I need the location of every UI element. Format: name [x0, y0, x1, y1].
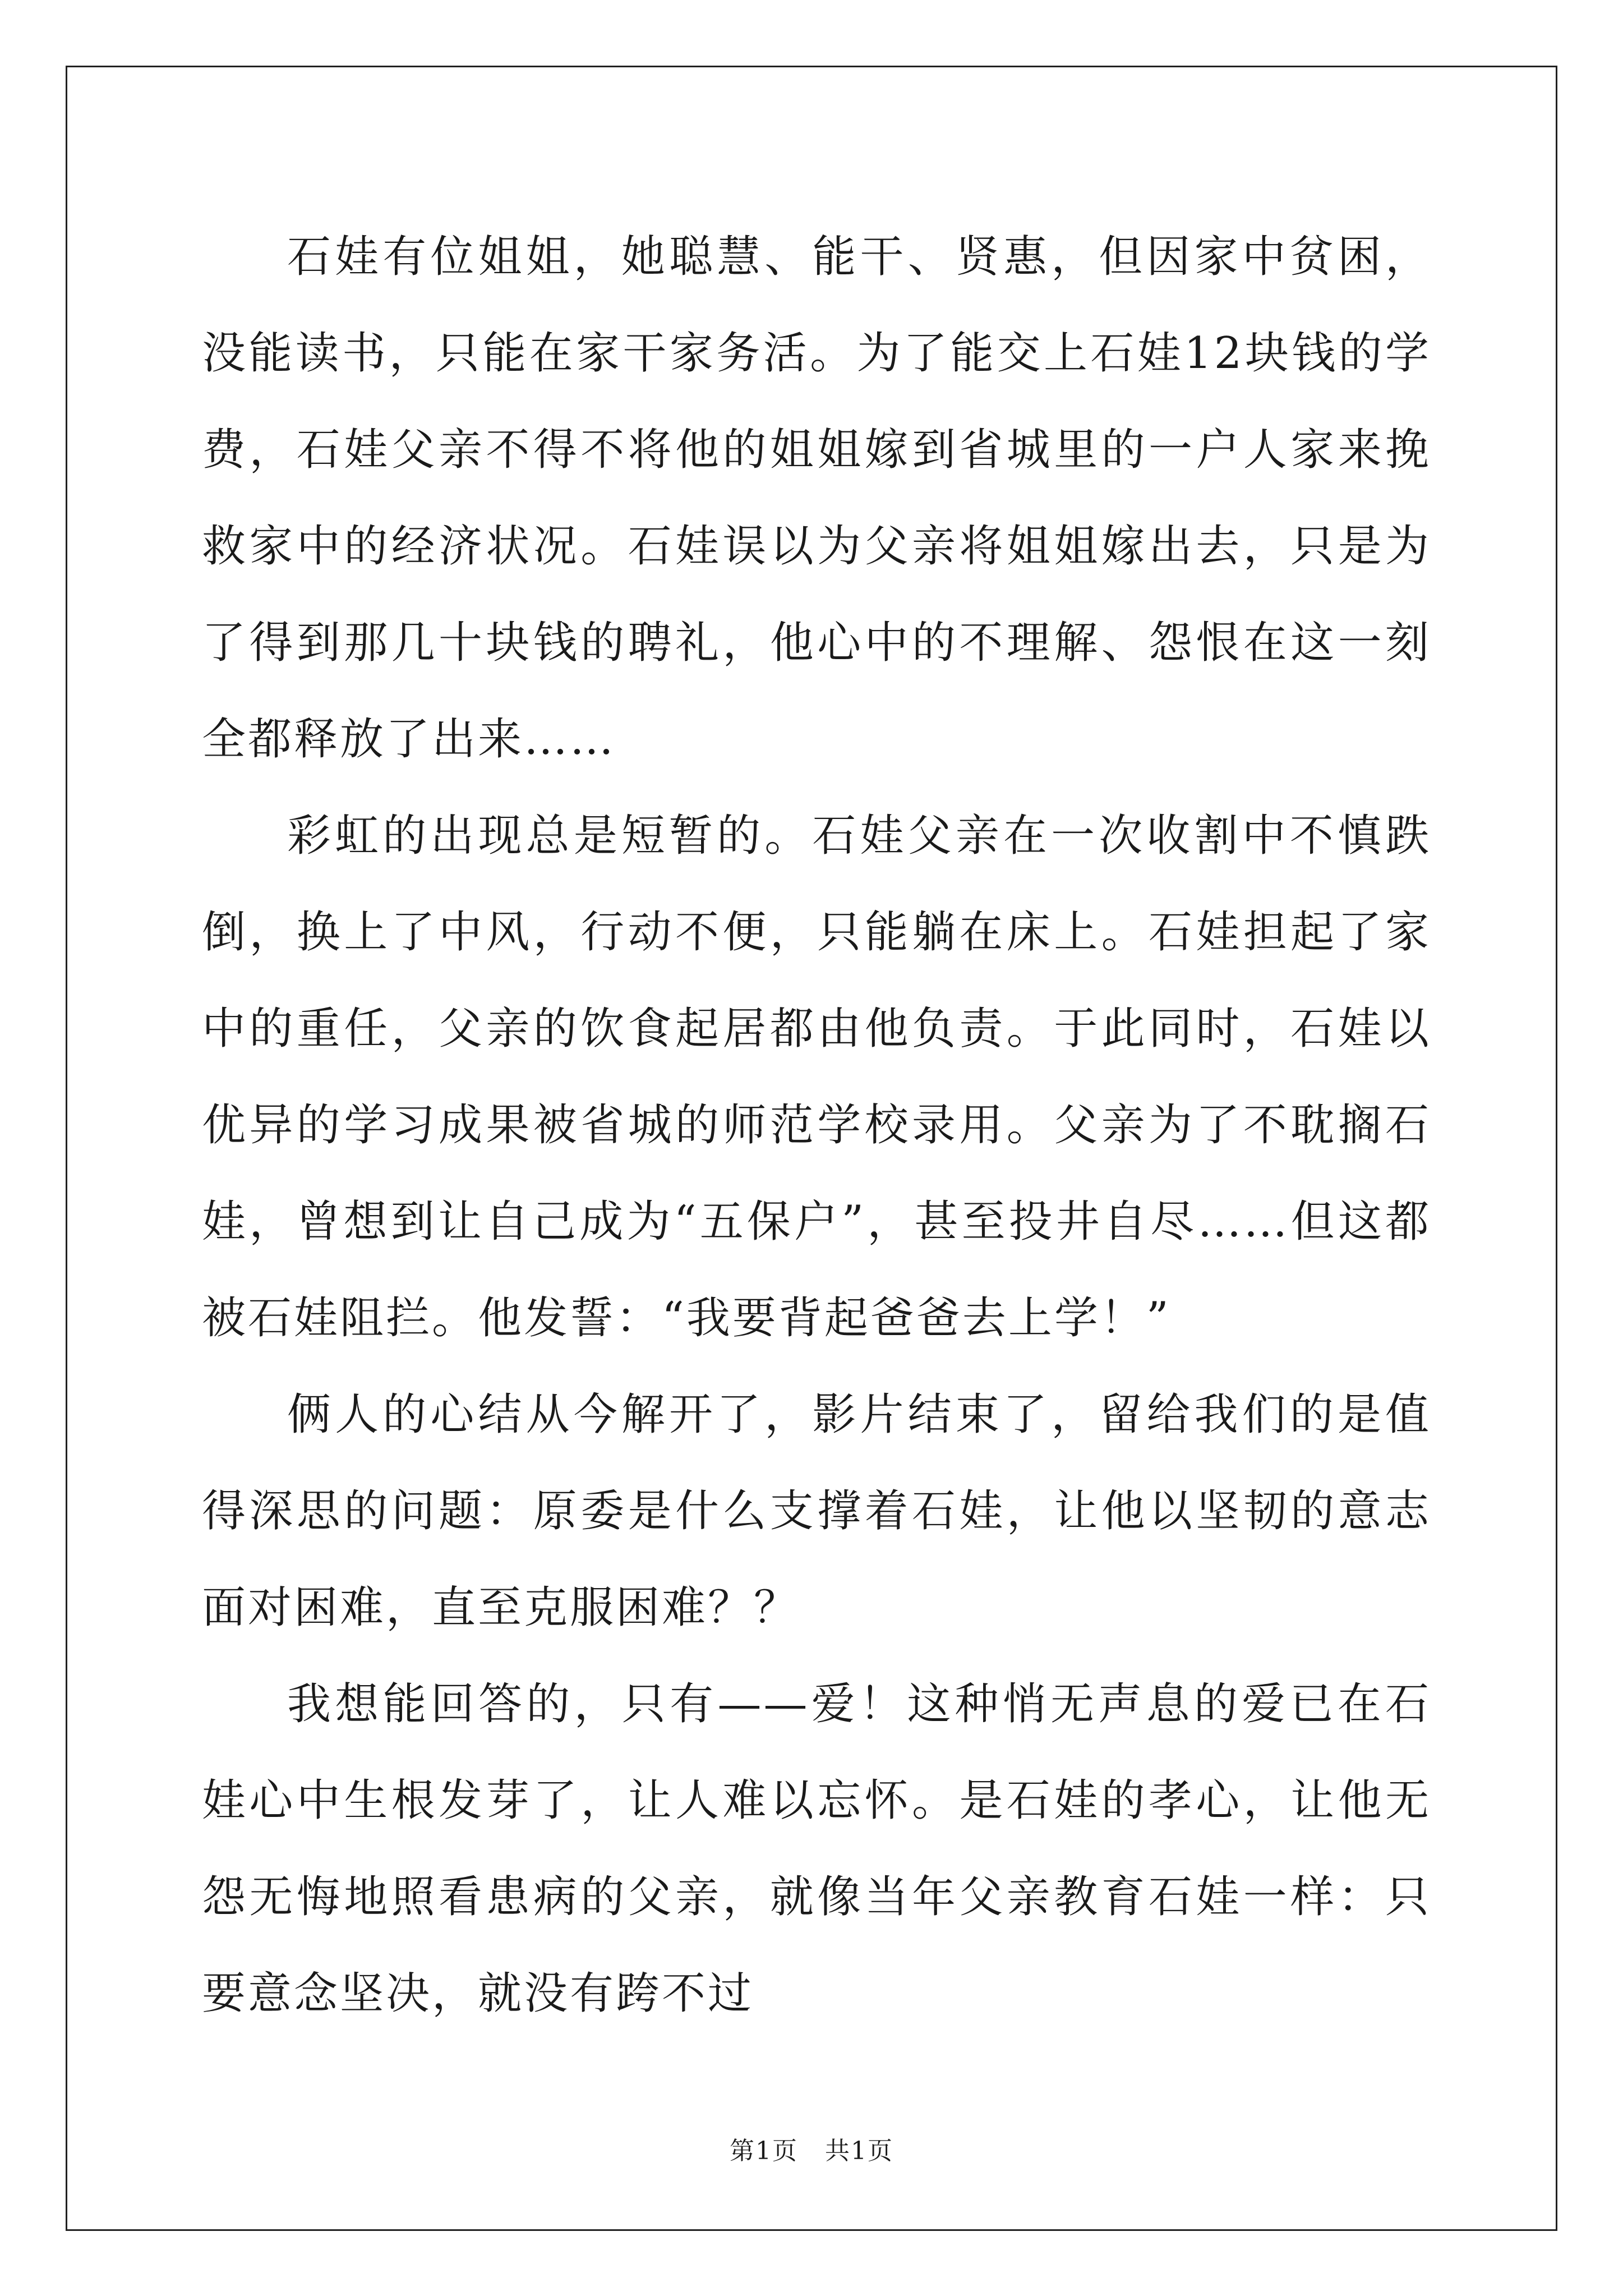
page-number-current: 第1页 [730, 2137, 799, 2165]
footer-spacer [798, 2137, 825, 2165]
paragraph-1: 石娃有位姐姐，她聪慧、能干、贤惠，但因家中贫困，没能读书，只能在家干家务活。为了能交上石娃12块钱的学费，石娃父亲不得不将他的姐姐嫁到省城里的一户人家来挽救家中的经济状况。石娃误以为父亲将姐姐嫁出去，只是为了得到那几十块钱的聘礼，他心中的不理解、怨恨在这一刻全都释放了出来…… [202, 232, 1431, 765]
paragraph-2: 彩虹的出现总是短暂的。石娃父亲在一次收割中不慎跌倒，换上了中风，行动不便，只能躺在床上。石娃担起了家中的重任，父亲的饮食起居都由他负责。于此同时，石娃以优异的学习成果被省城的师范学校录用。父亲为了不耽搁石娃，曾想到让自己成为“五保户”，甚至投井自尽……但这都被石娃阻拦。他发誓：“我要背起爸爸去上学！” [202, 811, 1431, 1343]
page-footer [0, 2131, 1623, 2166]
document-body [202, 209, 1431, 2042]
paragraph-4: 我想能回答的，只有——爱！这种悄无声息的爱已在石娃心中生根发芽了，让人难以忘怀。是石娃的孝心，让他无怨无悔地照看患病的父亲，就像当年父亲教育石娃一样：只要意念坚决，就没有跨不过 [202, 1679, 1431, 2019]
paragraph-3: 俩人的心结从今解开了，影片结束了，留给我们的是值得深思的问题：原委是什么支撑着石娃，让他以坚韧的意志面对困难，直至克服困难？？ [202, 1389, 1431, 1633]
page-number-total: 共1页 [824, 2137, 893, 2165]
